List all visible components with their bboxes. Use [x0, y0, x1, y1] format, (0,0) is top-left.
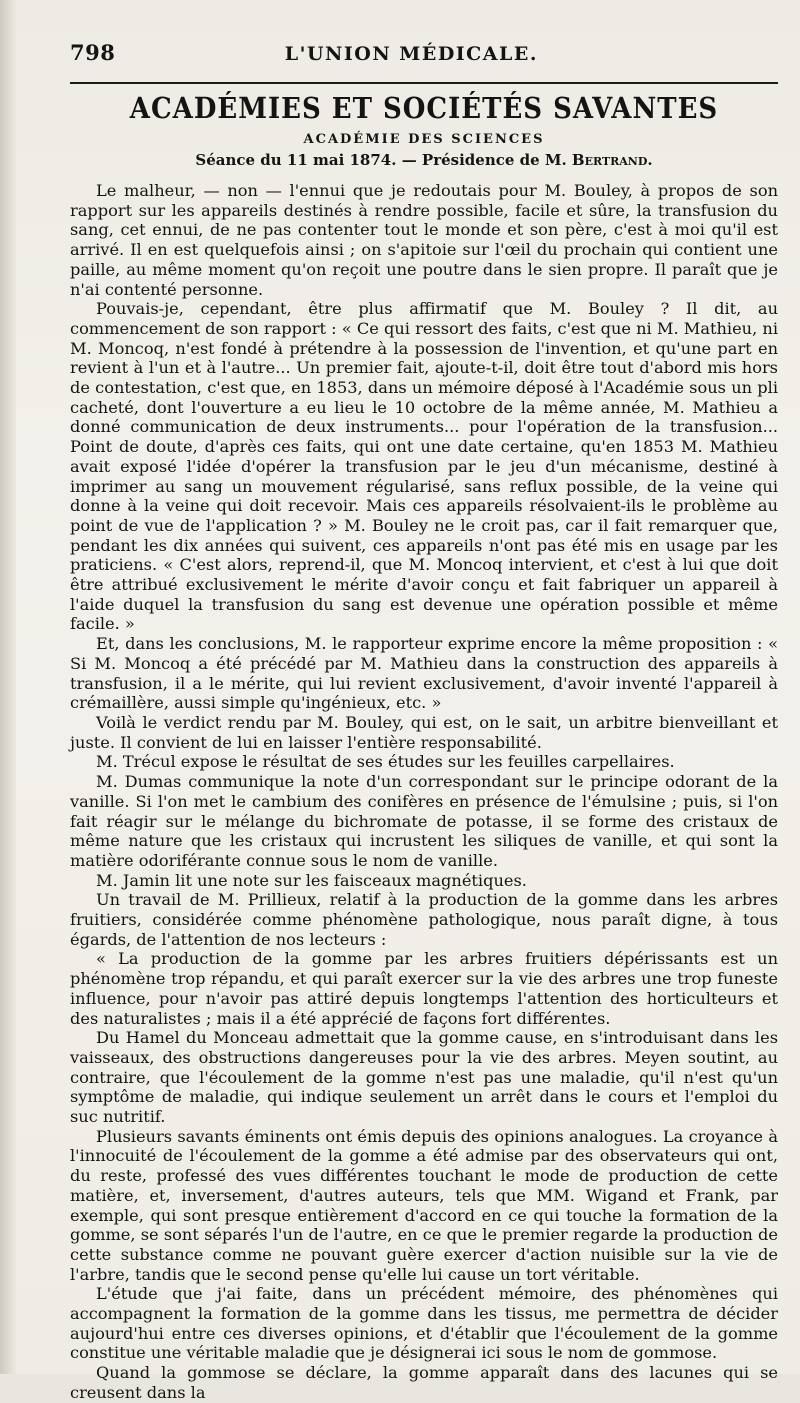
paragraph: Un travail de M. Prillieux, relatif à la production de la gomme dans les arbres fruitiers, considérée comme phénomène pathologique, nous paraît digne, à tous égards, de l'attention de nos lecteurs :	[70, 890, 778, 949]
binding-edge	[0, 0, 16, 1374]
header-rule	[70, 82, 778, 84]
paragraph: Et, dans les conclusions, M. le rapporteur exprime encore la même proposition : « Si M. Moncoq a été précédé par M. Mathieu dans la construction des appareils à transfusion, il a le mérite, qui lui revient exclusivement, d'avoir inventé l'appareil à crémaillère, aussi simple qu'ingénieux, etc. »	[70, 634, 778, 713]
paragraph: « La production de la gomme par les arbres fruitiers dépérissants est un phénomène trop répandu, et qui paraît exercer sur la vie des arbres une trop funeste influence, pour n'avoir pas attiré depuis longtemps l'attention des horticulteurs et des naturalistes ; mais il a été apprécié de façons fort différentes.	[70, 949, 778, 1028]
section-title: ACADÉMIES ET SOCIÉTÉS SAVANTES	[129, 92, 719, 126]
article-body	[70, 181, 778, 1403]
paragraph: Plusieurs savants éminents ont émis depuis des opinions analogues. La croyance à l'innocuité de l'écoulement de la gomme a été admise par des observateurs qui ont, du reste, professé des vues différentes touchant le mode de production de cette matière, et, inversement, d'autres auteurs, tels que MM. Wigand et Frank, par exemple, qui sont presque entièrement d'accord en ce qui touche la formation de la gomme, se sont séparés l'un de l'autre, en ce que le premier regarde la production de cette substance comme ne pouvant guère exercer d'action nuisible sur la vie de l'arbre, tandis que le second pense qu'elle lui cause un tort véritable.	[70, 1126, 778, 1284]
paragraph: Le malheur, — non — l'ennui que je redoutais pour M. Bouley, à propos de son rapport sur les appareils destinés à rendre possible, facile et sûre, la transfusion du sang, cet ennui, de ne pas contenter tout le monde et son père, c'est à moi qu'il est arrivé. Il en est quelquefois ainsi ; on s'apitoie sur l'œil du prochain qui contient une paille, au même moment qu'on reçoit une poutre dans le sien propre. Il paraît que je n'ai contenté personne.	[70, 181, 778, 299]
paragraph: Voilà le verdict rendu par M. Bouley, qui est, on le sait, un arbitre bienveillant et juste. Il convient de lui en laisser l'entière responsabilité.	[70, 712, 778, 752]
session-line	[70, 151, 778, 169]
session-date: Séance du 11 mai 1874. — Présidence de M.	[195, 151, 572, 169]
paragraph: M. Trécul expose le résultat de ses études sur les feuilles carpellaires.	[96, 752, 675, 772]
page-number: 798	[70, 40, 116, 65]
paragraph: Pouvais-je, cependant, être plus affirmatif que M. Bouley ? Il dit, au commencement de son rapport : « Ce qui ressort des faits, c'est que ni M. Mathieu, ni M. Moncoq, n'est fondé à prétendre à la possession de l'invention, et qu'une part en revient à l'un et à l'autre... Un premier fait, ajoute-t-il, doit être tout d'abord mis hors de contestation, c'est que, en 1853, dans un mémoire déposé à l'Académie sous un pli cacheté, dont l'ouverture a eu lieu le 10 octobre de la même année, M. Mathieu a donné communication de deux instruments... pour l'opération de la transfusion... Point de doute, d'après ces faits, qui ont une date certaine, qu'en 1853 M. Mathieu avait exposé l'idée d'opérer la transfusion par le jeu d'un mécanisme, destiné à imprimer au sang un mouvement régularisé, sans reflux possible, de la veine qui donne à la veine qui doit recevoir. Mais ces appareils résolvaient-ils le problème au point de vue de l'application ? » M. Bouley ne le croit pas, car il fait remarquer que, pendant les dix années qui suivent, ces appareils n'ont pas été mis en usage par les praticiens. « C'est alors, reprend-il, que M. Moncoq intervient, et c'est à lui que doit être attribué exclusivement le mérite d'avoir conçu et fait fabriquer un appareil à l'aide duquel la transfusion du sang est devenue une opération possible et même facile. »	[70, 299, 778, 634]
running-head	[70, 40, 778, 74]
paragraph: Quand la gommose se déclare, la gomme apparaît dans des lacunes qui se creusent dans la	[70, 1363, 778, 1402]
academy-heading: ACADÉMIE DES SCIENCES	[303, 132, 545, 147]
president-name: Bertrand.	[571, 151, 653, 169]
paragraph: M. Jamin lit une note sur les faisceaux magnétiques.	[96, 870, 527, 890]
paragraph: M. Dumas communique la note d'un correspondant sur le principe odorant de la vanille. Si l'on met le cambium des conifères en présence de l'émulsine ; puis, si l'on fait réagir sur le mélange du bichromate de potasse, il se forme des cristaux de même nature que les cristaux qui incrustent les siliques de vanille, et qui sont la matière odoriférante connue sous le nom de vanille.	[70, 772, 778, 870]
journal-title: L'UNION MÉDICALE.	[284, 43, 538, 65]
paragraph: L'étude que j'ai faite, dans un précédent mémoire, des phénomènes qui accompagnent la formation de la gomme dans les tissus, me permettra de décider aujourd'hui entre ces diverses opinions, et d'établir que l'écoulement de la gomme constitue une véritable maladie que je désignerai ici sous le nom de gommose.	[70, 1284, 778, 1363]
paragraph: Du Hamel du Monceau admettait que la gomme cause, en s'introduisant dans les vaisseaux, des obstructions dangereuses pour la vie des arbres. Meyen soutint, au contraire, que l'écoulement de la gomme n'est pas une maladie, qu'il n'est qu'un symptôme de maladie, qui indique seulement un arrêt dans le cours et l'emploi du suc nutritif.	[70, 1028, 778, 1127]
